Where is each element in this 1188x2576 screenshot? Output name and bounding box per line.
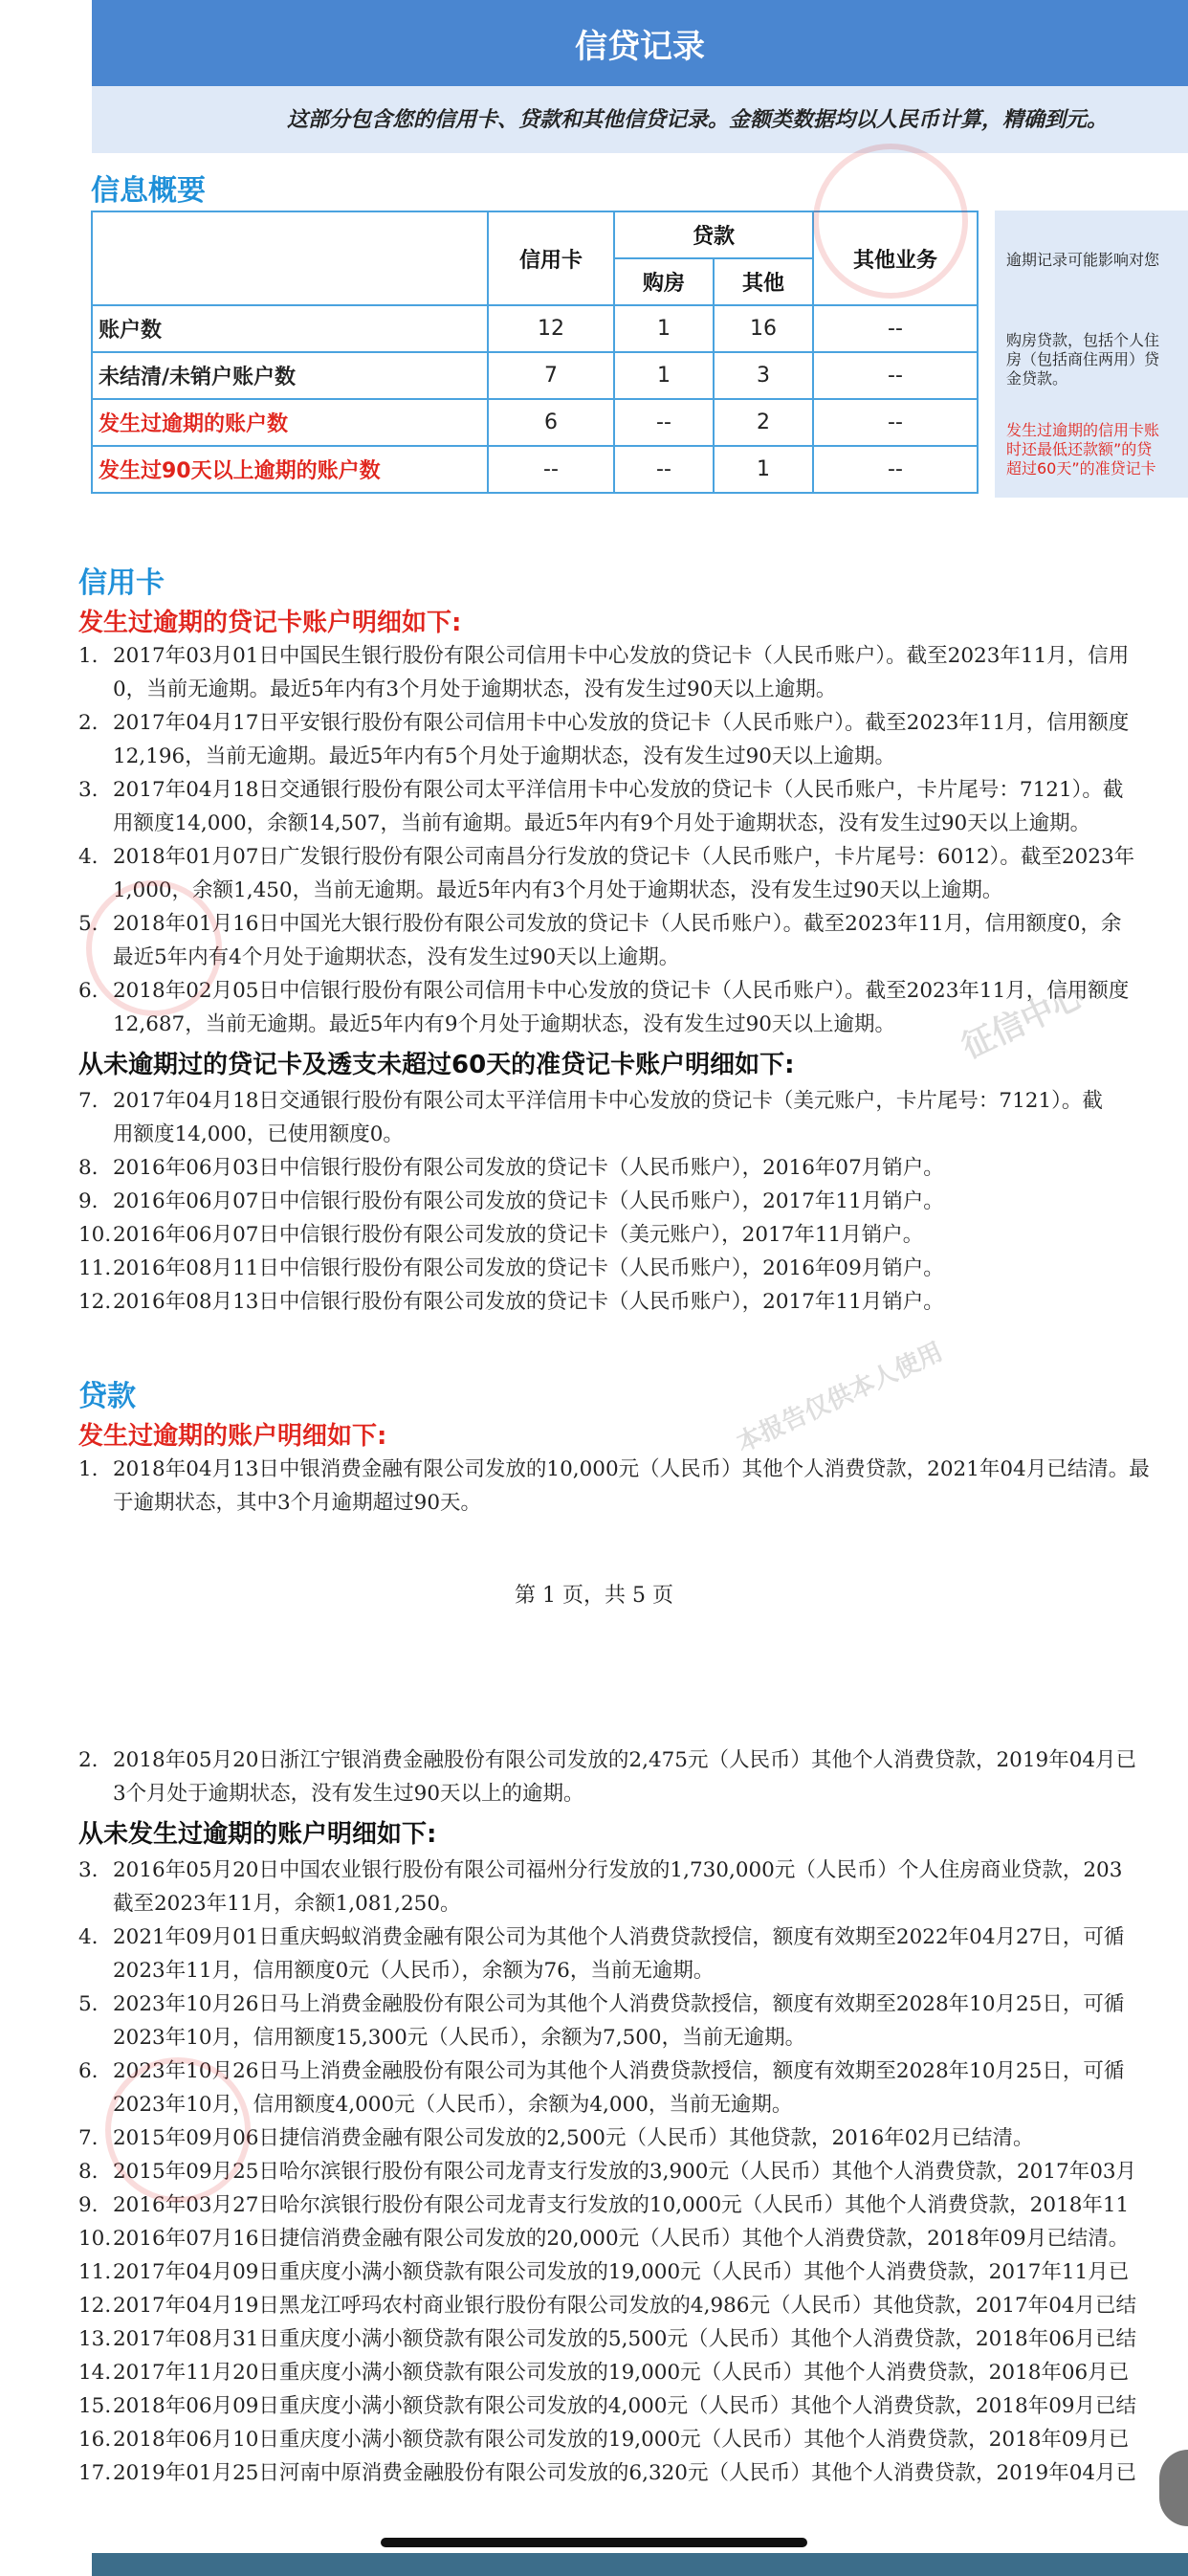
list-item: 12.2017年04月19日黑龙江呼玛农村商业银行股份有限公司发放的4,986元（人民币）其他贷款，2017年04月已结 [78,2294,1137,2318]
list-item-cont: 12,196，当前无逾期。最近5年内有5个月处于逾期状态，没有发生过90天以上逾期。 [113,744,895,768]
cell-value: 7 [488,352,614,399]
list-item: 2. 2018年05月20日浙江宁银消费金融股份有限公司发放的2,475元（人民币）其他个人消费贷款，2019年04月已 [78,1748,1137,1772]
list-item: 13.2017年08月31日重庆度小满小额贷款有限公司发放的5,500元（人民币）其他个人消费贷款，2018年06月已结 [78,2327,1137,2351]
list-item: 11.2017年04月09日重庆度小满小额贷款有限公司发放的19,000元（人民币）其他个人消费贷款，2017年11月已 [78,2260,1130,2284]
cell-value: 1 [614,352,714,399]
list-item: 10.2016年06月07日中信银行股份有限公司发放的贷记卡（美元账户），2017年11月销户。 [78,1223,924,1247]
section-title: 信贷记录 [575,27,705,66]
table-row [92,352,978,399]
cell-value: -- [614,399,714,446]
row-label: 发生过90天以上逾期的账户数 [92,446,488,493]
watermark-text: 本报告仅供本人使用 [732,1337,948,1458]
list-item-cont: 截至2023年11月，余额1,081,250。 [113,1892,461,1916]
cell-value: 12 [488,305,614,352]
list-item-cont: 2023年10月，信用额度4,000元（人民币），余额为4,000，当前无逾期。 [113,2093,793,2117]
intro-text: 这部分包含您的信用卡、贷款和其他信贷记录。金额类数据均以人民币计算，精确到元。 [287,108,1109,132]
credit-card-overdue-title: 发生过逾期的贷记卡账户明细如下: [78,609,462,637]
list-item: 7. 2015年09月06日捷信消费金融有限公司发放的2,500元（人民币）其他贷款，2016年02月已结清。 [78,2126,1034,2150]
list-item-cont: 用额度14,000，已使用额度0。 [113,1122,404,1146]
list-item: 6. 2018年02月05日中信银行股份有限公司信用卡中心发放的贷记卡（人民币账户）。截至2023年11月，信用额度 [78,979,1130,1003]
cell-value: -- [813,305,978,352]
list-item: 4. 2021年09月01日重庆蚂蚁消费金融有限公司为其他个人消费贷款授信，额度有效期至2022年04月27日，可循 [78,1925,1125,1949]
list-item: 14.2017年11月20日重庆度小满小额贷款有限公司发放的19,000元（人民币）其他个人消费贷款，2018年06月已 [78,2361,1130,2385]
list-item: 11.2016年08月11日中信银行股份有限公司发放的贷记卡（人民币账户），2016年09月销户。 [78,1256,944,1280]
list-item: 7. 2017年04月18日交通银行股份有限公司太平洋信用卡中心发放的贷记卡（美元账户，卡片尾号：7121）。截 [78,1089,1103,1113]
overview-title: 信息概要 [91,174,206,208]
list-item: 6. 2023年10月26日马上消费金融股份有限公司为其他个人消费贷款授信，额度有效期至2028年10月25日，可循 [78,2059,1125,2083]
list-item-cont: 于逾期状态，其中3个月逾期超过90天。 [113,1491,482,1515]
list-item-cont: 1,000，余额1,450，当前无逾期。最近5年内有3个月处于逾期状态，没有发生过90天以上逾期。 [113,878,1003,902]
cell-value: -- [813,399,978,446]
section-title-bar [92,0,1188,86]
loan-title: 贷款 [78,1380,136,1413]
side-note: 时还最低还款额”的贷 [1006,440,1153,458]
col-credit-card: 信用卡 [488,211,614,305]
list-item: 8. 2015年09月25日哈尔滨银行股份有限公司龙青支行发放的3,900元（人民币）其他个人消费贷款，2017年03月 [78,2160,1137,2184]
floating-action-button[interactable] [1159,2450,1188,2526]
loan-overdue-title: 发生过逾期的账户明细如下: [78,1422,387,1451]
cell-value: 6 [488,399,614,446]
list-item: 12.2016年08月13日中信银行股份有限公司发放的贷记卡（人民币账户），2017年11月销户。 [78,1290,944,1314]
list-item: 9. 2016年06月07日中信银行股份有限公司发放的贷记卡（人民币账户），2017年11月销户。 [78,1189,944,1213]
cell-value: -- [813,446,978,493]
row-label: 未结清/未销户账户数 [92,352,488,399]
side-note: 发生过逾期的信用卡账 [1006,421,1160,439]
list-item: 4. 2018年01月07日广发银行股份有限公司南昌分行发放的贷记卡（人民币账户，卡片尾号：6012）。截至2023年 [78,845,1135,869]
list-item-cont: 2023年11月，信用额度0元（人民币），余额为76，当前无逾期。 [113,1959,715,1983]
side-note: 房（包括商住两用）贷 [1006,350,1160,368]
col-loan-housing: 购房 [614,258,714,305]
loan-normal-title: 从未发生过逾期的账户明细如下: [78,1820,437,1849]
list-item: 8. 2016年06月03日中信银行股份有限公司发放的贷记卡（人民币账户），2016年07月销户。 [78,1156,944,1180]
list-item-cont: 12,687，当前无逾期。最近5年内有9个月处于逾期状态，没有发生过90天以上逾期。 [113,1012,895,1036]
cell-value: 2 [714,399,813,446]
list-item-cont: 用额度14,000，余额14,507，当前有逾期。最近5年内有9个月处于逾期状态，没有发生过90天以上逾期。 [113,811,1091,835]
list-item: 1. 2018年04月13日中银消费金融有限公司发放的10,000元（人民币）其他个人消费贷款，2021年04月已结清。最 [78,1457,1150,1481]
side-note: 金贷款。 [1006,369,1068,388]
watermark-seal-icon [86,880,222,1016]
cell-value: 3 [714,352,813,399]
list-item: 3. 2017年04月18日交通银行股份有限公司太平洋信用卡中心发放的贷记卡（人民币账户，卡片尾号：7121）。截 [78,778,1124,802]
list-item-cont: 3个月处于逾期状态，没有发生过90天以上的逾期。 [113,1782,584,1806]
row-label: 发生过逾期的账户数 [92,399,488,446]
overview-header-blank [92,211,488,305]
list-item: 2. 2017年04月17日平安银行股份有限公司信用卡中心发放的贷记卡（人民币账户）。截至2023年11月，信用额度 [78,711,1130,735]
col-other-business: 其他业务 [813,211,978,305]
row-label: 账户数 [92,305,488,352]
side-note: 逾期记录可能影响对您 [1006,251,1160,269]
cell-value: -- [614,446,714,493]
table-row [92,399,978,446]
cell-value: -- [813,352,978,399]
page-footer: 第 1 页，共 5 页 [515,1584,673,1608]
cell-value: -- [488,446,614,493]
col-loan-other: 其他 [714,258,813,305]
cell-value: 16 [714,305,813,352]
list-item: 5. 2023年10月26日马上消费金融股份有限公司为其他个人消费贷款授信，额度有效期至2028年10月25日，可循 [78,1992,1125,2016]
list-item: 3. 2016年05月20日中国农业银行股份有限公司福州分行发放的1,730,000元（人民币）个人住房商业贷款，203 [78,1858,1123,1882]
home-indicator[interactable] [381,2538,807,2547]
cell-value: 1 [714,446,813,493]
col-loan: 贷款 [614,211,813,258]
cell-value: 1 [614,305,714,352]
table-row [92,446,978,493]
credit-card-title: 信用卡 [78,566,165,600]
list-item: 10.2016年07月16日捷信消费金融有限公司发放的20,000元（人民币）其他个人消费贷款，2018年09月已结清。 [78,2227,1130,2251]
list-item: 1. 2017年03月01日中国民生银行股份有限公司信用卡中心发放的贷记卡（人民币账户）。截至2023年11月，信用 [78,644,1130,668]
bottom-bar [92,2553,1188,2576]
list-item: 16.2018年06月10日重庆度小满小额贷款有限公司发放的19,000元（人民币）其他个人消费贷款，2018年09月已 [78,2428,1130,2452]
watermark-text: 征信中心 [956,976,1090,1067]
side-note: 购房贷款，包括个人住 [1006,331,1160,349]
list-item-cont: 2023年10月，信用额度15,300元（人民币），余额为7,500，当前无逾期。 [113,2026,806,2050]
list-item: 17.2019年01月25日河南中原消费金融股份有限公司发放的6,320元（人民币）其他个人消费贷款，2019年04月已 [78,2461,1137,2485]
list-item: 5. 2018年01月16日中国光大银行股份有限公司发放的贷记卡（人民币账户）。截至2023年11月，信用额度0，余 [78,912,1122,936]
list-item-cont: 0，当前无逾期。最近5年内有3个月处于逾期状态，没有发生过90天以上逾期。 [113,677,837,701]
table-row [92,305,978,352]
watermark-seal-icon [813,144,968,299]
watermark-seal-icon [105,2057,251,2203]
list-item-cont: 最近5年内有4个月处于逾期状态，没有发生过90天以上逾期。 [113,945,680,969]
credit-card-normal-title: 从未逾期过的贷记卡及透支未超过60天的准贷记卡账户明细如下: [78,1051,795,1079]
list-item: 15.2018年06月09日重庆度小满小额贷款有限公司发放的4,000元（人民币）其他个人消费贷款，2018年09月已结 [78,2394,1137,2418]
side-note: 超过60天”的准贷记卡 [1006,459,1156,477]
list-item: 9. 2016年03月27日哈尔滨银行股份有限公司龙青支行发放的10,000元（人民币）其他个人消费贷款，2018年11 [78,2193,1130,2217]
